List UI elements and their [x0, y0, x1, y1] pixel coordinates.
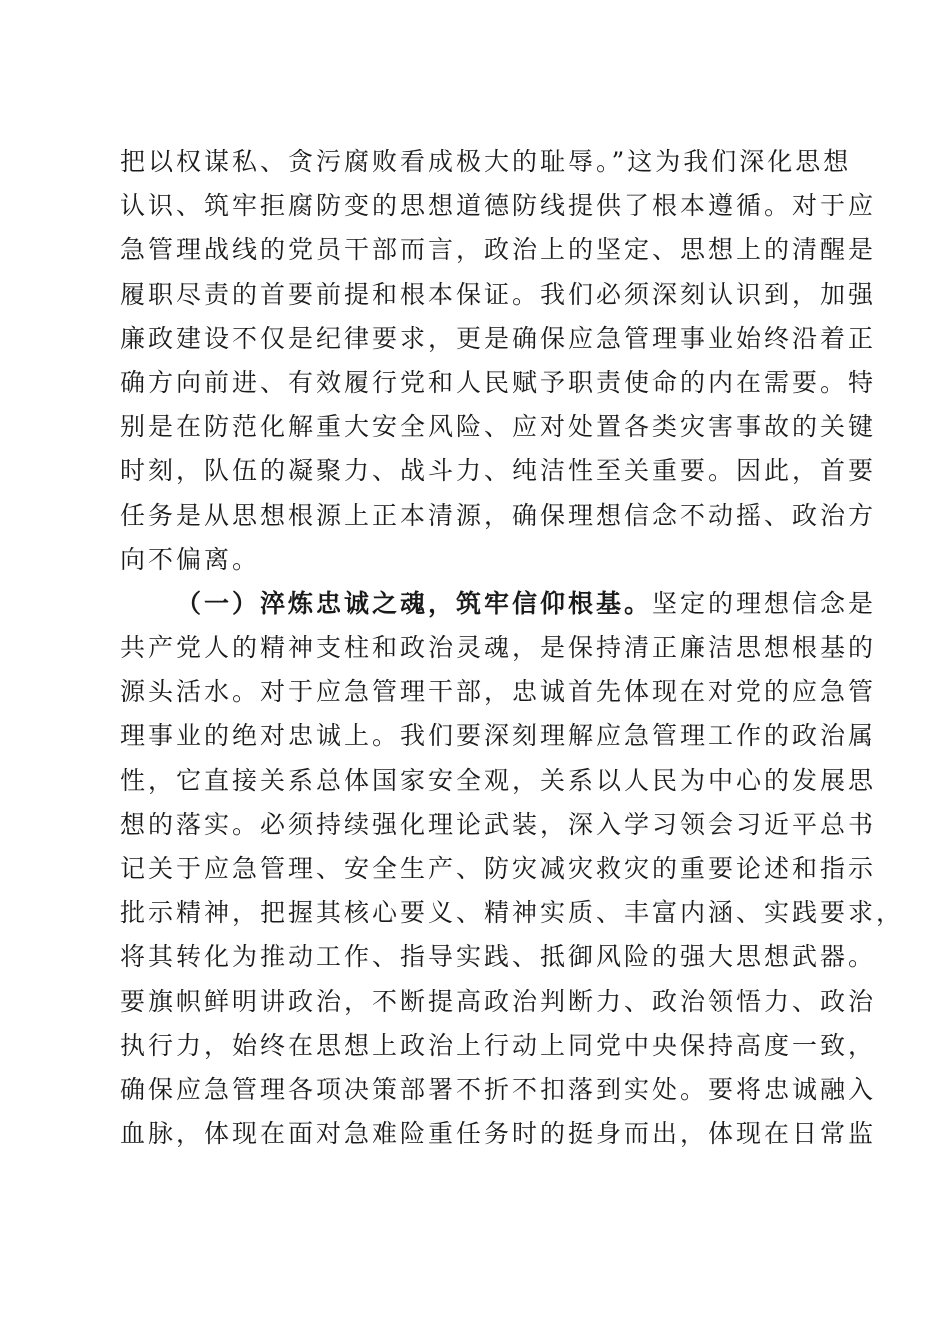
paragraph-line: 批示精神，把握其核心要义、精神实质、丰富内涵、实践要求，: [120, 898, 905, 928]
paragraph-line: 确方向前进、有效履行党和人民赋予职责使命的内在需要。特: [120, 367, 877, 397]
paragraph-line: 履职尽责的首要前提和根本保证。我们必须深刻认识到，加强: [120, 279, 877, 309]
document-body: [120, 140, 905, 1156]
paragraph-line: 向不偏离。: [120, 544, 261, 574]
paragraph-2: [120, 582, 905, 1156]
paragraph-line: 共产党人的精神支柱和政治灵魂，是保持清正廉洁思想根基的: [120, 633, 877, 663]
paragraph-line: 执行力，始终在思想上政治上行动上同党中央保持高度一致，: [120, 1030, 877, 1060]
paragraph-line: 确保应急管理各项决策部署不折不扣落到实处。要将忠诚融入: [120, 1074, 877, 1104]
paragraph-line: 要旗帜鲜明讲政治，不断提高政治判断力、政治领悟力、政治: [120, 986, 877, 1016]
paragraph-first-line: [120, 582, 877, 626]
paragraph-line: 血脉，体现在面对急难险重任务时的挺身而出，体现在日常监: [120, 1119, 877, 1149]
paragraph-line: 想的落实。必须持续强化理论武装，深入学习领会习近平总书: [120, 809, 877, 839]
paragraph-line: 时刻，队伍的凝聚力、战斗力、纯洁性至关重要。因此，首要: [120, 456, 877, 486]
paragraph-line: 廉政建设不仅是纪律要求，更是确保应急管理事业始终沿着正: [120, 323, 877, 353]
paragraph-line: 认识、筑牢拒腐防变的思想道德防线提供了根本遵循。对于应: [120, 191, 877, 221]
section-heading: （一）淬炼忠诚之魂，筑牢信仰根基。: [176, 588, 653, 618]
paragraph-line: 急管理战线的党员干部而言，政治上的坚定、思想上的清醒是: [120, 235, 877, 265]
paragraph-line: 记关于应急管理、安全生产、防灾减灾救灾的重要论述和指示: [120, 854, 877, 883]
paragraph-line: 把以权谋私、贪污腐败看成极大的耻辱。”这为我们深化思想: [120, 147, 852, 176]
paragraph-line: 任务是从思想根源上正本清源，确保理想信念不动摇、政治方: [120, 500, 877, 530]
paragraph-line: 别是在防范化解重大安全风险、应对处置各类灾害事故的关键: [120, 412, 877, 442]
paragraph-line: 将其转化为推动工作、指导实践、抵御风险的强大思想武器。: [120, 942, 877, 972]
paragraph-line: 性，它直接关系总体国家安全观，关系以人民为中心的发展思: [120, 765, 877, 795]
paragraph-line: 理事业的绝对忠诚上。我们要深刻理解应急管理工作的政治属: [120, 721, 877, 751]
paragraph-line: 源头活水。对于应急管理干部，忠诚首先体现在对党的应急管: [120, 677, 877, 707]
section-heading-continuation: 坚定的理想信念是: [652, 588, 877, 618]
paragraph-1: [120, 140, 877, 582]
